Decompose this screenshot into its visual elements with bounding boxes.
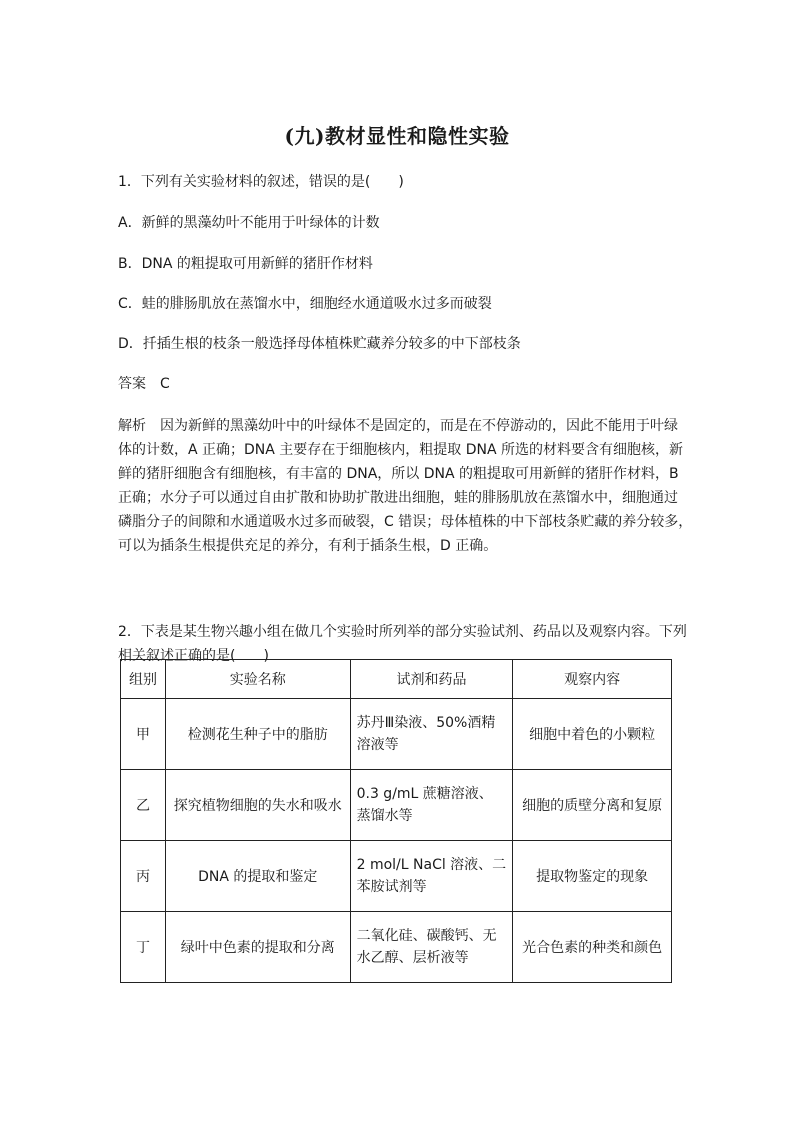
table-row — [121, 699, 672, 770]
question-2-stem-line: 2．下表是某生物兴趣小组在做几个实验时所列举的部分实验试剂、药品以及观察内容。下列 — [118, 624, 687, 640]
cell-observation: 细胞的质壁分离和复原 — [513, 770, 672, 841]
header-reagents: 试剂和药品 — [350, 660, 513, 699]
table-row — [121, 770, 672, 841]
cell-experiment-name: 探究植物细胞的失水和吸水 — [165, 770, 350, 841]
analysis-line: 正确；水分子可以通过自由扩散和协助扩散进出细胞，蛙的腓肠肌放在蒸馏水中，细胞通过 — [118, 490, 678, 506]
analysis-line: 可以为插条生根提供充足的养分，有利于插条生根，D 正确。 — [118, 538, 498, 554]
cell-experiment-name: DNA 的提取和鉴定 — [165, 841, 350, 912]
cell-reagents: 0.3 g/mL 蔗糖溶液、蒸馏水等 — [350, 770, 513, 841]
question-1-stem: 1．下列有关实验材料的叙述，错误的是( ) — [118, 174, 404, 190]
question-2-stem-line: 相关叙述正确的是( ) — [118, 648, 269, 664]
table-row — [121, 841, 672, 912]
table-row — [121, 912, 672, 983]
cell-experiment-name: 检测花生种子中的脂肪 — [165, 699, 350, 770]
header-observation: 观察内容 — [513, 660, 672, 699]
cell-reagents: 二氧化硅、碳酸钙、无水乙醇、层析液等 — [350, 912, 513, 983]
analysis-line: 磷脂分子的间隙和水通道吸水过多而破裂，C 错误；母体植株的中下部枝条贮藏的养分较多， — [118, 514, 693, 530]
experiment-table — [120, 659, 672, 983]
answer: 答案 C — [118, 376, 170, 392]
cell-experiment-name: 绿叶中色素的提取和分离 — [165, 912, 350, 983]
cell-observation: 光合色素的种类和颜色 — [513, 912, 672, 983]
cell-group: 丁 — [121, 912, 166, 983]
analysis — [118, 414, 693, 558]
header-experiment-name: 实验名称 — [165, 660, 350, 699]
analysis-line: 体的计数，A 正确；DNA 主要存在于细胞核内，粗提取 DNA 所选的材料要含有细胞核，新 — [118, 442, 684, 458]
table-header-row — [121, 660, 672, 699]
cell-group: 乙 — [121, 770, 166, 841]
header-group: 组别 — [121, 660, 166, 699]
cell-observation: 提取物鉴定的现象 — [513, 841, 672, 912]
cell-group: 甲 — [121, 699, 166, 770]
page-title: (九)教材显性和隐性实验 — [284, 124, 510, 148]
cell-reagents: 2 mol/L NaCl 溶液、二苯胺试剂等 — [350, 841, 513, 912]
option-a: A．新鲜的黑藻幼叶不能用于叶绿体的计数 — [118, 215, 380, 231]
option-c: C．蛙的腓肠肌放在蒸馏水中，细胞经水通道吸水过多而破裂 — [118, 296, 492, 312]
cell-observation: 细胞中着色的小颗粒 — [513, 699, 672, 770]
analysis-line: 解析 因为新鲜的黑藻幼叶中的叶绿体不是固定的，而是在不停游动的，因此不能用于叶绿 — [118, 418, 678, 434]
cell-group: 丙 — [121, 841, 166, 912]
option-d: D．扦插生根的枝条一般选择母体植株贮藏养分较多的中下部枝条 — [118, 336, 521, 352]
cell-reagents: 苏丹Ⅲ染液、50%酒精溶液等 — [350, 699, 513, 770]
analysis-line: 鲜的猪肝细胞含有细胞核，有丰富的 DNA，所以 DNA 的粗提取可用新鲜的猪肝作材料，B — [118, 466, 679, 482]
option-b: B．DNA 的粗提取可用新鲜的猪肝作材料 — [118, 256, 373, 272]
